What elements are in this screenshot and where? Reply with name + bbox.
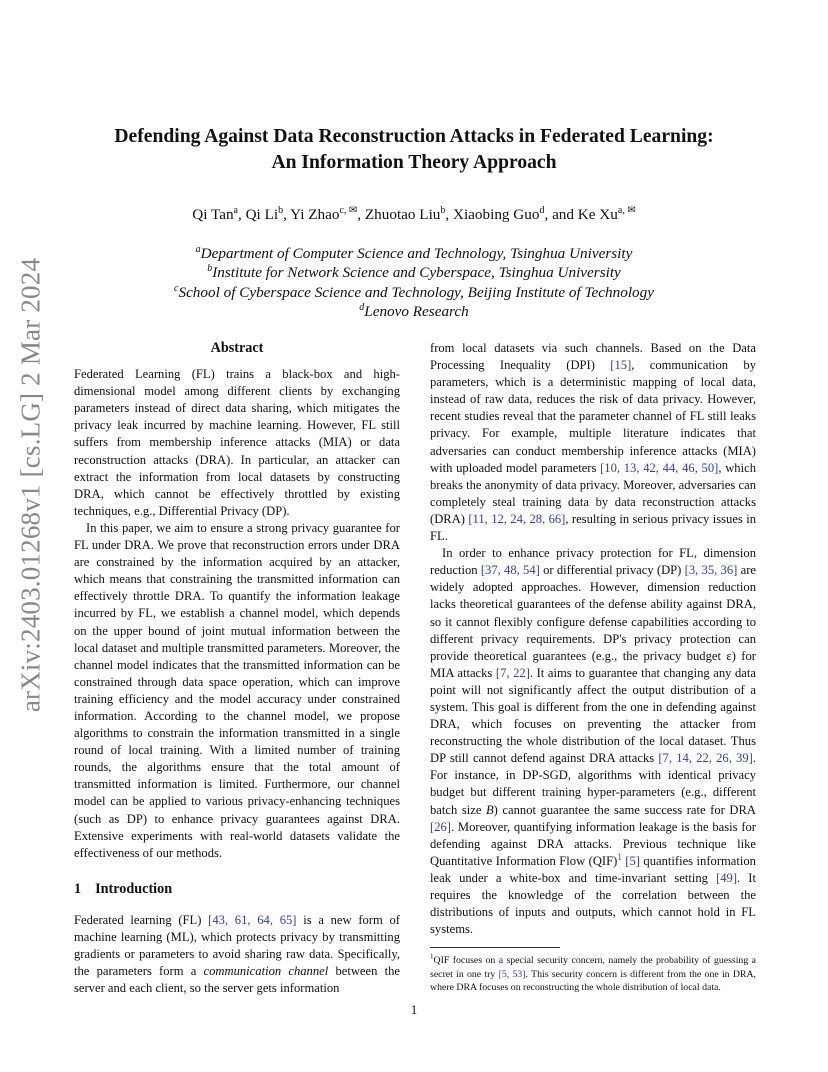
citation-link[interactable]: [5, 53] (498, 968, 526, 980)
citation-link[interactable]: [43, 61, 64, 65] (208, 912, 297, 927)
author: Qi Tan$^a$ (192, 204, 238, 223)
citation-link[interactable]: [11, 12, 24, 28, 66] (468, 511, 566, 526)
abstract-paragraph: Federated Learning (FL) trains a black-box and high-dimensional model among different clients by exchanging parameters instead of direct data sharing, which mitigates the privacy leak incurred by machine learning. However, FL still suffers from membership inference attacks (MIA) or data reconstruction attacks (DRA). In particular, an attacker can extract the information from local datasets by constructing DRA, which cannot be effectively throttled by existing techniques, e.g., Differential Privacy (DP). (74, 367, 400, 518)
arxiv-id-text: arXiv:2403.01268v1 [cs.LG] 2 Mar 2024 (15, 257, 46, 713)
citation-link[interactable]: [3, 35, 36] (684, 563, 738, 578)
author: Zhuotao Liu$^b$ (364, 204, 446, 223)
page-number: 1 (410, 1002, 418, 1017)
author: Ke $Xu^{a, ✉}$ (577, 204, 636, 223)
citation-link[interactable]: [26] (430, 819, 451, 834)
footnote-number: 1 (430, 953, 434, 962)
section-title: Introduction (95, 880, 173, 897)
affiliation: $^d$Lenovo Research (359, 302, 469, 321)
title-line-2: An Information Theory Approach (271, 152, 557, 173)
affiliation: $^b$Institute for Network Science and Cyberspace, Tsinghua University (207, 263, 621, 282)
citation-link[interactable]: [7, 22] (495, 665, 530, 680)
citation-link[interactable]: [10, 13, 42, 44, 46, 50] (600, 460, 719, 475)
left-column (74, 340, 400, 997)
body-paragraph: Federated learning (FL) [43, 61, 64, 65] is a new form of machine learning (ML), which protects privacy by transmitting gradients or parameters to avoid sharing raw data. Specifically, the parameters form a communication channel between the server and each client, so the server gets information (74, 912, 401, 996)
author: Yi Zhao$^{c, ✉}$ (290, 204, 358, 223)
section-heading-introduction (74, 881, 400, 898)
right-column (430, 340, 756, 995)
affiliation-list (74, 244, 754, 322)
title-line-1: Defending Against Data Reconstruction Attacks in Federated Learning: (114, 126, 714, 147)
footnote-marker[interactable]: 1 (617, 851, 622, 862)
section-number: 1 (74, 880, 82, 897)
arxiv-identifier-stamp (15, 257, 46, 713)
body-paragraph: from local datasets via such channels. Based on the Data Processing Inequality (DPI) [15], communication by parameters, which is a deterministic mapping of local data, instead of raw data, reduces the risk of data privacy. However, recent studies reveal that the parameter channel of FL still leaks privacy. For example, multiple literature indicates that adversaries can conduct membership inference attacks (MIA) with uploaded model parameters [10, 13, 42, 44, 46, 50], which breaks the anonymity of data privacy. Moreover, adversaries can completely steal training data by data reconstruction attacks (DRA) [11, 12, 24, 28, 66], resulting in serious privacy issues in FL. (430, 341, 756, 544)
author-conjunction: and (552, 206, 574, 223)
citation-link[interactable]: [15] (610, 358, 632, 373)
footnote: $^1$QIF focuses on a special security concern, namely the probability of guessing a secret in one try [5, 53]. This security concern is different from the one in DRA, where DRA focuses on reconstructing the whole distribution of local data. (430, 953, 756, 994)
body-paragraph: In order to enhance privacy protection for FL, dimension reduction [37, 48, 54] or differential privacy (DP) [3, 35, 36] are widely adopted approaches. However, dimension reduction lacks theoretical guarantees of the defense ability against DRA, so it cannot flexibly configure defense capabilities according to different privacy requirements. DP's privacy protection can provide theoretical guarantees (e.g., the privacy budget ε) for MIA attacks [7, 22]. It aims to guarantee that changing any data point will not significantly affect the output distribution of a system. This goal is different from the one in defending against DRA, which focuses on preventing the attacker from reconstructing the whole distribution of the local dataset. Thus DP still cannot defend against DRA attacks [7, 14, 22, 26, 39]. For instance, in DP-SGD, algorithms with identical privacy budget but different training hyper-parameters (e.g., different batch size B) cannot guarantee the same success rate for DRA [26]. Moreover, quantifying information leakage is the basis for defending against DRA attacks. Previous technique like Quantitative Information Flow (QIF)$^1$ [5] quantifies information leak under a white-box and time-invariant setting [49]. It requires the knowledge of the correlation between the distributions of inputs and outputs, which cannot hold in FL systems. (430, 546, 757, 937)
abstract-paragraph: In this paper, we aim to ensure a strong privacy guarantee for FL under DRA. We prove that reconstruction errors under DRA are constrained by the information acquired by an attacker, which means that constraining the transmitted information can effectively throttle DRA. To quantify the information leakage incurred by FL, we establish a channel model, which depends on the upper bound of joint mutual information between the local dataset and multiple transmitted parameters. Moreover, the channel model indicates that the transmitted information can be constrained through data space operation, which can improve training efficiency and the model accuracy under constrained information. According to the channel model, we propose algorithms to constrain the information transmitted in a single round of local training. With a limited number of training rounds, the algorithms ensure that the total amount of transmitted information is limited. Furthermore, our channel model can be applied to various privacy-enhancing techniques (such as DP) to enhance privacy guarantees against DRA. Extensive experiments with real-world datasets validate the effectiveness of our methods. (74, 520, 400, 860)
citation-link[interactable]: [7, 14, 22, 26, 39] (658, 751, 753, 766)
citation-link[interactable]: [49] (716, 870, 738, 885)
paper-title (74, 124, 754, 176)
citation-link[interactable]: [5] (625, 853, 640, 868)
citation-link[interactable]: [37, 48, 54] (480, 563, 540, 578)
author: Qi Li$^b$ (245, 204, 284, 223)
author-list: Qi Tan$^a$, Qi Li$^b$, Yi Zhao$^{c, ✉}$, Zhuotao Liu$^b$, Xiaobing Guo$^d$, and Ke $Xu^{a, ✉}$ (192, 204, 636, 223)
abstract-heading: Abstract (210, 340, 264, 356)
author: Xiaobing Guo$^d$ (452, 204, 545, 223)
affiliation: $^a$Department of Computer Science and Technology, Tsinghua University (195, 243, 633, 262)
footnote-divider (430, 947, 560, 948)
affiliation: $^c$School of Cyberspace Science and Technology, Beijing Institute of Technology (174, 282, 654, 301)
